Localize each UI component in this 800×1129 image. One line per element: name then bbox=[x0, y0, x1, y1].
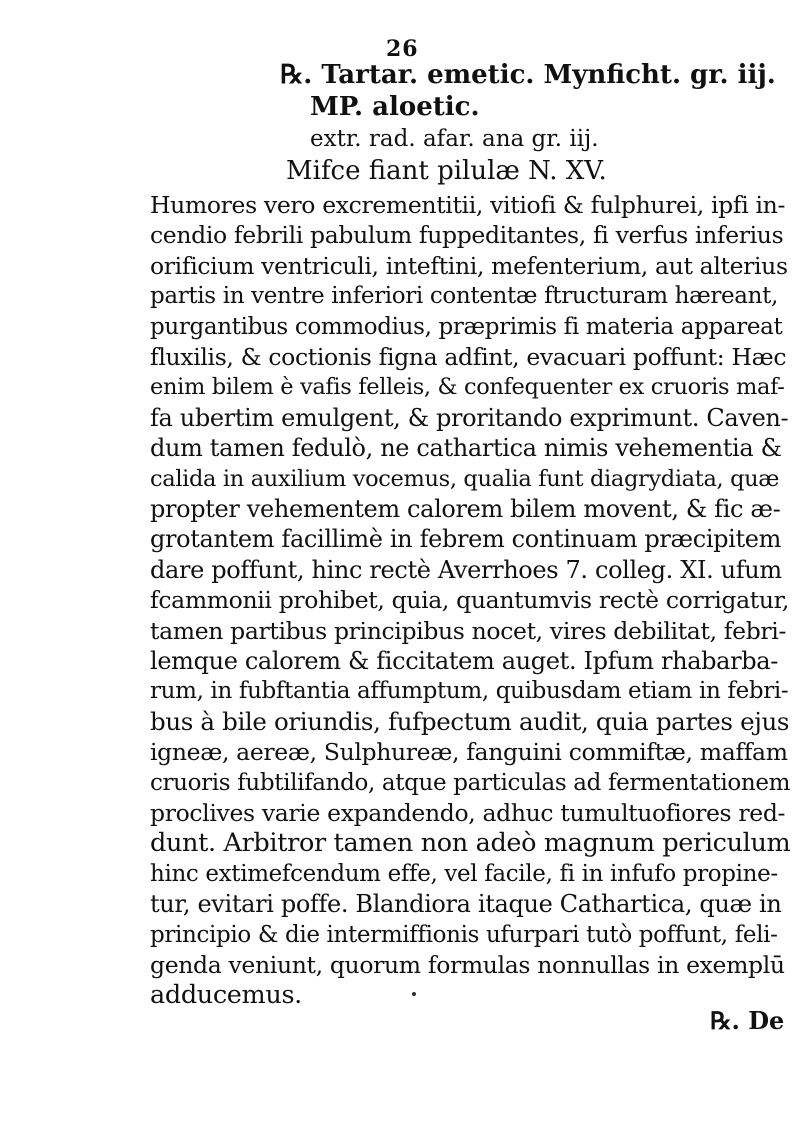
body-line: tur, evitari poffe. Blandiora itaque Cathartica, quæ in bbox=[150, 890, 782, 919]
body-line: Humores vero excrementitii, vitiofi & fulphurei, ipfi in- bbox=[150, 191, 786, 219]
body-line: propter vehementem calorem bilem movent, & fic æ- bbox=[150, 495, 781, 523]
body-line: bus à bile oriundis, fufpectum audit, quia partes ejus bbox=[150, 706, 790, 736]
body-line: purgantibus commodius, præprimis fi materia appareat bbox=[150, 313, 783, 340]
body-line: calida in auxilium vocemus, qualia funt diagrydiata, quæ bbox=[150, 465, 780, 492]
recipe-line-3: extr. rad. afar. ana gr. iij. bbox=[310, 126, 599, 152]
body-line: dum tamen fedulò, ne cathartica nimis vehementia & bbox=[150, 434, 782, 463]
body-line: grotantem facillimè in febrem continuam præcipitem bbox=[150, 525, 782, 554]
body-line: proclives varie expandendo, adhuc tumultuofiores red- bbox=[150, 799, 786, 827]
ink-dot bbox=[412, 992, 416, 996]
body-line: hinc extimefcendum effe, vel facile, fi in infufo propine- bbox=[150, 860, 778, 887]
body-line: fluxilis, & coctionis figna adfint, evacuari poffunt: Hæc bbox=[150, 343, 787, 371]
catchword: ℞. De bbox=[710, 1006, 785, 1035]
body-line: orificium ventriculi, inteftini, mefenterium, aut alterius bbox=[150, 251, 788, 280]
body-line: cendio febrili pabulum fuppeditantes, fi verfus inferius bbox=[150, 221, 784, 250]
body-line: genda veniunt, quorum formulas nonnullas in exemplū bbox=[150, 951, 785, 979]
body-line: enim bilem è vafis felleis, & confequenter ex cruoris maf- bbox=[150, 374, 785, 401]
recipe-line-1: ℞. Tartar. emetic. Mynficht. gr. iij. bbox=[280, 60, 776, 90]
body-line: fcammonii prohibet, quia, quantumvis rectè corrigatur, bbox=[150, 586, 790, 615]
body-line: partis in ventre inferiori contentæ ftructuram hæreant, bbox=[150, 283, 778, 310]
body-line: dare poffunt, hinc rectè Averrhoes 7. colleg. XI. ufum bbox=[150, 555, 782, 584]
body-line: tamen partibus principibus nocet, vires debilitat, febri- bbox=[150, 616, 787, 645]
body-line: principio & die intermiffionis ufurpari tutò poffunt, feli- bbox=[150, 921, 778, 948]
body-line: lemque calorem & ficcitatem auget. Ipfum rhabarba- bbox=[150, 647, 778, 675]
body-line: igneæ, aereæ, Sulphureæ, fanguini commiftæ, maffam bbox=[150, 738, 788, 767]
body-line: dunt. Arbitror tamen non adeò magnum periculum bbox=[150, 828, 791, 859]
page-number: 26 bbox=[386, 36, 419, 62]
recipe-line-4: Mifce fiant pilulæ N. XV. bbox=[286, 156, 607, 186]
body-line: fa ubertim emulgent, & proritando exprimunt. Caven- bbox=[150, 403, 789, 432]
body-line: cruoris fubtilifando, atque particulas ad fermentationem bbox=[150, 769, 791, 796]
recipe-line-2: MP. aloetic. bbox=[310, 92, 480, 122]
body-line: adducemus. bbox=[150, 980, 302, 1011]
body-line: rum, in fubftantia affumptum, quibusdam etiam in febri- bbox=[150, 678, 789, 705]
